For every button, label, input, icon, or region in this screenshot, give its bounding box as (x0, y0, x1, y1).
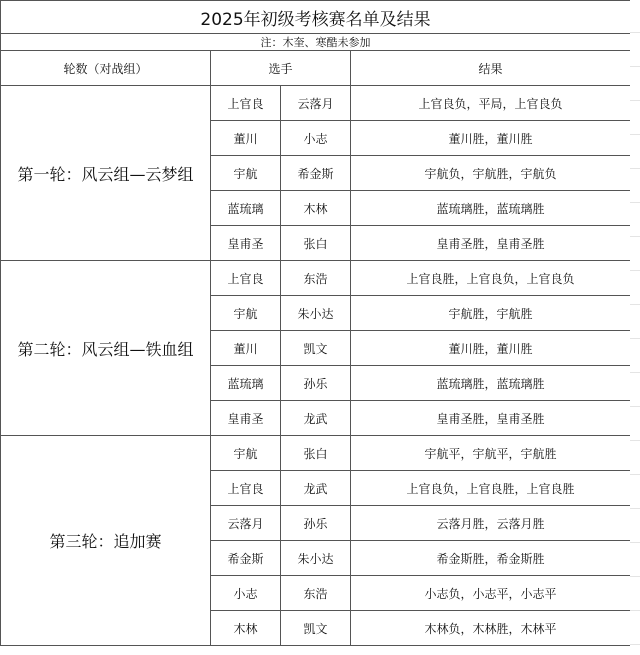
header-players: 选手 (211, 51, 351, 86)
player-two: 云落月 (281, 86, 351, 121)
grid-line (630, 508, 640, 509)
player-two: 东浩 (281, 261, 351, 296)
grid-line (630, 270, 640, 271)
match-result: 上官良负，平局，上官良负 (351, 86, 631, 121)
grid-line (630, 610, 640, 611)
player-one: 董川 (211, 331, 281, 366)
match-result: 宇航负，宇航胜，宇航负 (351, 156, 631, 191)
match-result: 宇航胜，宇航胜 (351, 296, 631, 331)
grid-line (630, 406, 640, 407)
grid-line (630, 202, 640, 203)
player-one: 木林 (211, 611, 281, 646)
grid-line (630, 576, 640, 577)
player-one: 希金斯 (211, 541, 281, 576)
player-one: 小志 (211, 576, 281, 611)
grid-line (630, 474, 640, 475)
match-result: 上官良负，上官良胜，上官良胜 (351, 471, 631, 506)
absence-note: 注：木奎、寒酷未参加 (1, 34, 631, 51)
match-result: 小志负，小志平，小志平 (351, 576, 631, 611)
round-name: 第二轮：风云组—铁血组 (1, 261, 211, 436)
player-one: 宇航 (211, 296, 281, 331)
match-result: 董川胜，董川胜 (351, 121, 631, 156)
player-one: 皇甫圣 (211, 401, 281, 436)
match-result: 希金斯胜，希金斯胜 (351, 541, 631, 576)
match-result: 蓝琉璃胜，蓝琉璃胜 (351, 366, 631, 401)
match-result: 宇航平，宇航平，宇航胜 (351, 436, 631, 471)
player-two: 凯文 (281, 331, 351, 366)
player-two: 木林 (281, 191, 351, 226)
match-row (1, 436, 631, 471)
player-two: 张白 (281, 226, 351, 261)
grid-line (630, 134, 640, 135)
sheet-title: 2025年初级考核赛名单及结果 (1, 1, 631, 34)
player-one: 上官良 (211, 86, 281, 121)
player-two: 孙乐 (281, 366, 351, 401)
player-one: 蓝琉璃 (211, 366, 281, 401)
player-two: 龙武 (281, 401, 351, 436)
header-round: 轮数（对战组） (1, 51, 211, 86)
match-result: 云落月胜，云落月胜 (351, 506, 631, 541)
header-row (1, 51, 631, 86)
grid-line (630, 100, 640, 101)
match-row (1, 86, 631, 121)
round-name: 第一轮：风云组—云梦组 (1, 86, 211, 261)
header-result: 结果 (351, 51, 631, 86)
player-two: 龙武 (281, 471, 351, 506)
match-result: 皇甫圣胜，皇甫圣胜 (351, 401, 631, 436)
player-two: 希金斯 (281, 156, 351, 191)
grid-line (630, 66, 640, 67)
player-two: 孙乐 (281, 506, 351, 541)
match-result: 木林负，木林胜，木林平 (351, 611, 631, 646)
player-one: 蓝琉璃 (211, 191, 281, 226)
player-one: 上官良 (211, 471, 281, 506)
player-two: 张白 (281, 436, 351, 471)
match-result: 董川胜，董川胜 (351, 331, 631, 366)
grid-line (630, 644, 640, 645)
player-two: 朱小达 (281, 296, 351, 331)
player-one: 宇航 (211, 156, 281, 191)
grid-line (630, 338, 640, 339)
title-row (1, 1, 631, 34)
player-two: 凯文 (281, 611, 351, 646)
grid-line (630, 372, 640, 373)
player-one: 董川 (211, 121, 281, 156)
player-one: 云落月 (211, 506, 281, 541)
match-row (1, 261, 631, 296)
player-two: 小志 (281, 121, 351, 156)
grid-line (630, 304, 640, 305)
note-row (1, 34, 631, 51)
grid-line (630, 168, 640, 169)
player-one: 皇甫圣 (211, 226, 281, 261)
match-result: 皇甫圣胜，皇甫圣胜 (351, 226, 631, 261)
match-result: 蓝琉璃胜，蓝琉璃胜 (351, 191, 631, 226)
match-result: 上官良胜，上官良负，上官良负 (351, 261, 631, 296)
round-name: 第三轮：追加赛 (1, 436, 211, 646)
player-one: 上官良 (211, 261, 281, 296)
grid-line (630, 440, 640, 441)
grid-line (630, 32, 640, 33)
player-two: 朱小达 (281, 541, 351, 576)
player-one: 宇航 (211, 436, 281, 471)
player-two: 东浩 (281, 576, 351, 611)
grid-line (630, 236, 640, 237)
grid-line (630, 542, 640, 543)
next-column-strip (630, 0, 640, 655)
